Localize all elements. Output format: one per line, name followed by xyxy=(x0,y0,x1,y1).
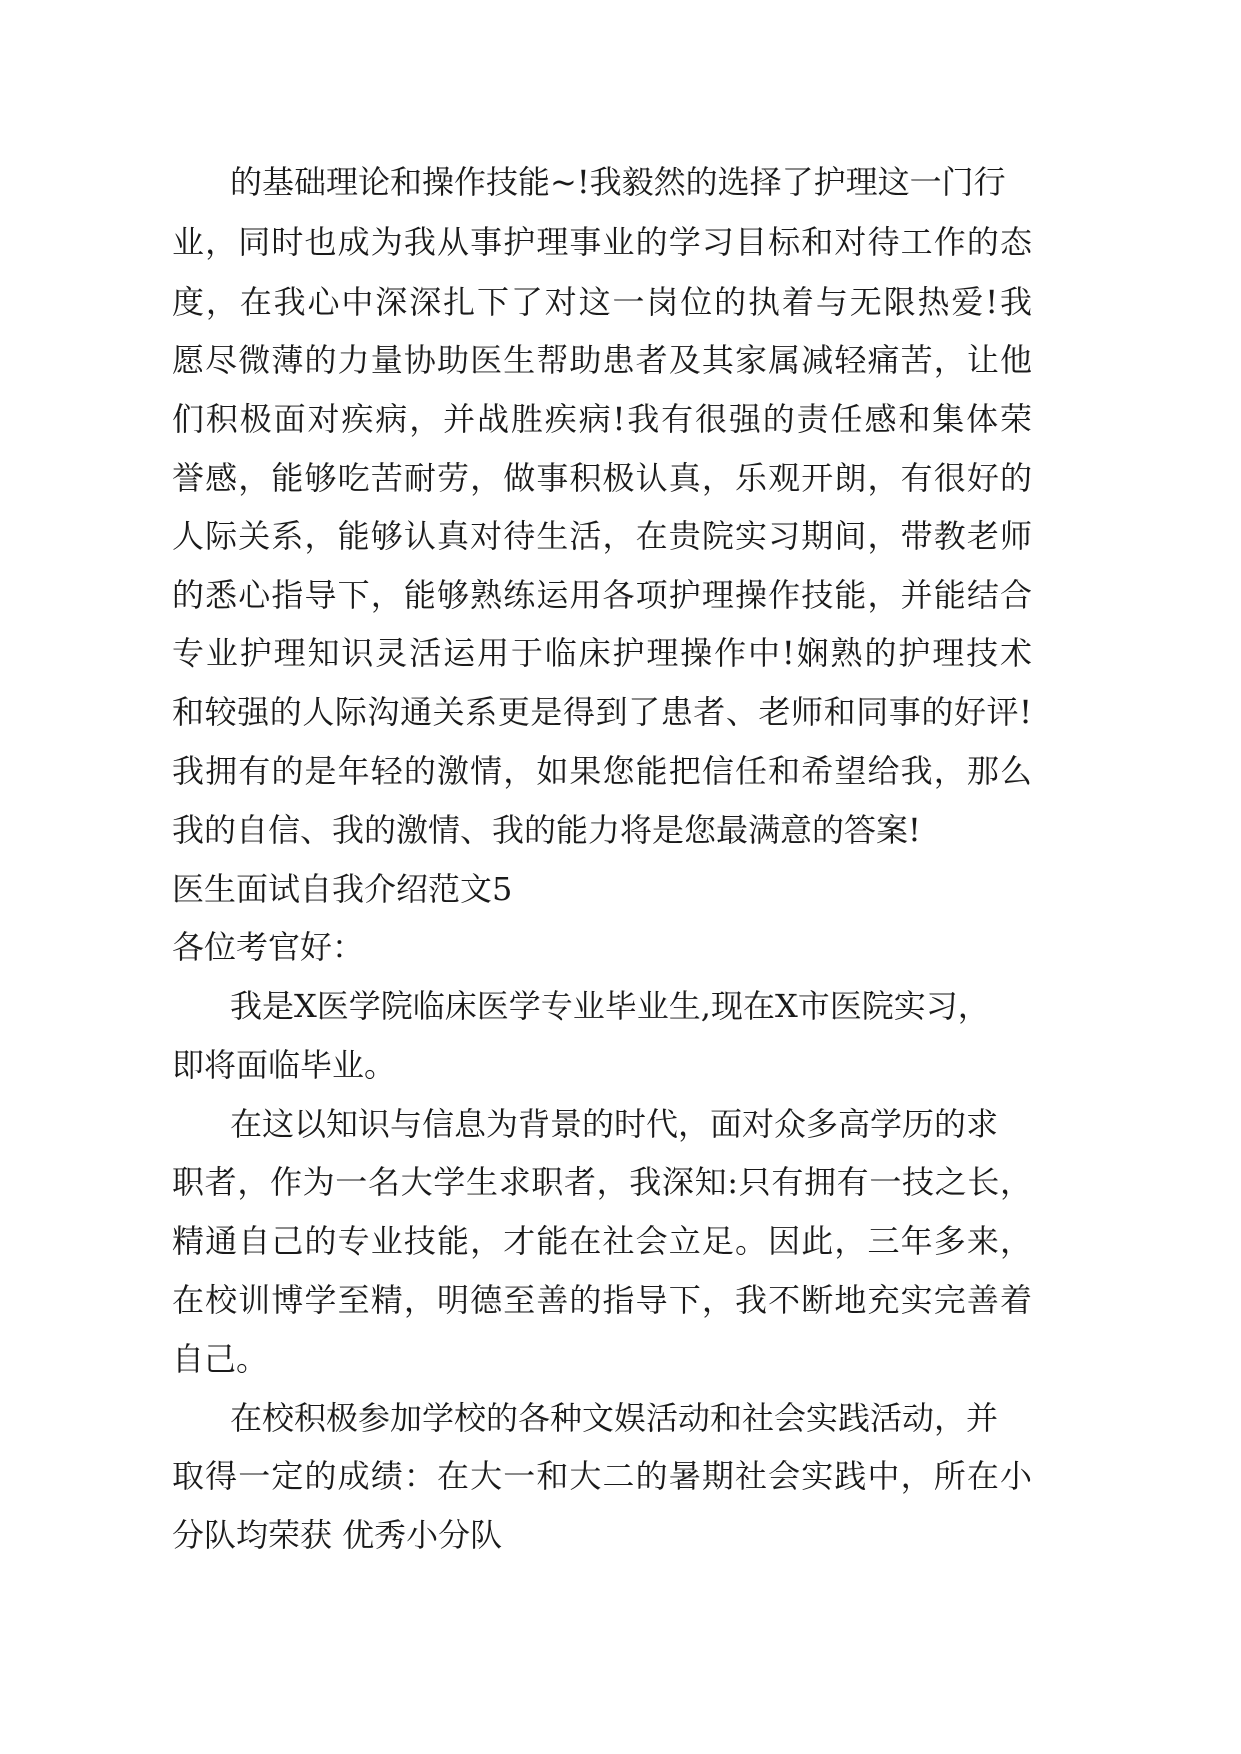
text-line: 在校训博学至精，明德至善的指导下，我不断地充实完善着 xyxy=(172,1281,1032,1319)
text-line: 我是X医学院临床医学专业毕业生,现在X市医院实习， xyxy=(230,987,990,1025)
text-line: 即将面临毕业。 xyxy=(172,1046,397,1084)
text-line: 人际关系，能够认真对待生活，在贵院实习期间，带教老师 xyxy=(172,517,1032,555)
text-line: 在校积极参加学校的各种文娱活动和社会实践活动，并 xyxy=(230,1399,999,1437)
text-line: 业，同时也成为我从事护理事业的学习目标和对待工作的态 xyxy=(172,223,1032,261)
section-title: 医生面试自我介绍范文5 xyxy=(172,870,513,908)
text-line: 和较强的人际沟通关系更是得到了患者、老师和同事的好评! xyxy=(172,693,1032,731)
text-line: 自己。 xyxy=(172,1340,269,1378)
text-line: 专业护理知识灵活运用于临床护理操作中!娴熟的护理技术 xyxy=(172,634,1032,672)
text-line: 誉感，能够吃苦耐劳，做事积极认真，乐观开朗，有很好的 xyxy=(172,459,1032,497)
text-line: 分队均荣获 优秀小分队 xyxy=(172,1516,503,1554)
text-line: 度，在我心中深深扎下了对这一岗位的执着与无限热爱!我 xyxy=(172,283,1032,321)
text-line: 们积极面对疾病，并战胜疾病!我有很强的责任感和集体荣 xyxy=(172,400,1032,438)
text-line: 我拥有的是年轻的激情，如果您能把信任和希望给我，那么 xyxy=(172,752,1032,790)
salutation: 各位考官好： xyxy=(172,928,365,966)
text-line: 的基础理论和操作技能~!我毅然的选择了护理这一门行 xyxy=(230,163,1006,201)
text-line: 的悉心指导下，能够熟练运用各项护理操作技能，并能结合 xyxy=(172,576,1032,614)
text-line: 职者，作为一名大学生求职者，我深知:只有拥有一技之长， xyxy=(172,1163,1032,1201)
text-line: 愿尽微薄的力量协助医生帮助患者及其家属减轻痛苦，让他 xyxy=(172,341,1032,379)
text-line: 精通自己的专业技能，才能在社会立足。因此，三年多来， xyxy=(172,1222,1032,1260)
text-line: 在这以知识与信息为背景的时代，面对众多高学历的求 xyxy=(230,1105,999,1143)
text-line: 取得一定的成绩：在大一和大二的暑期社会实践中，所在小 xyxy=(172,1457,1032,1495)
text-line: 我的自信、我的激情、我的能力将是您最满意的答案! xyxy=(172,811,921,849)
